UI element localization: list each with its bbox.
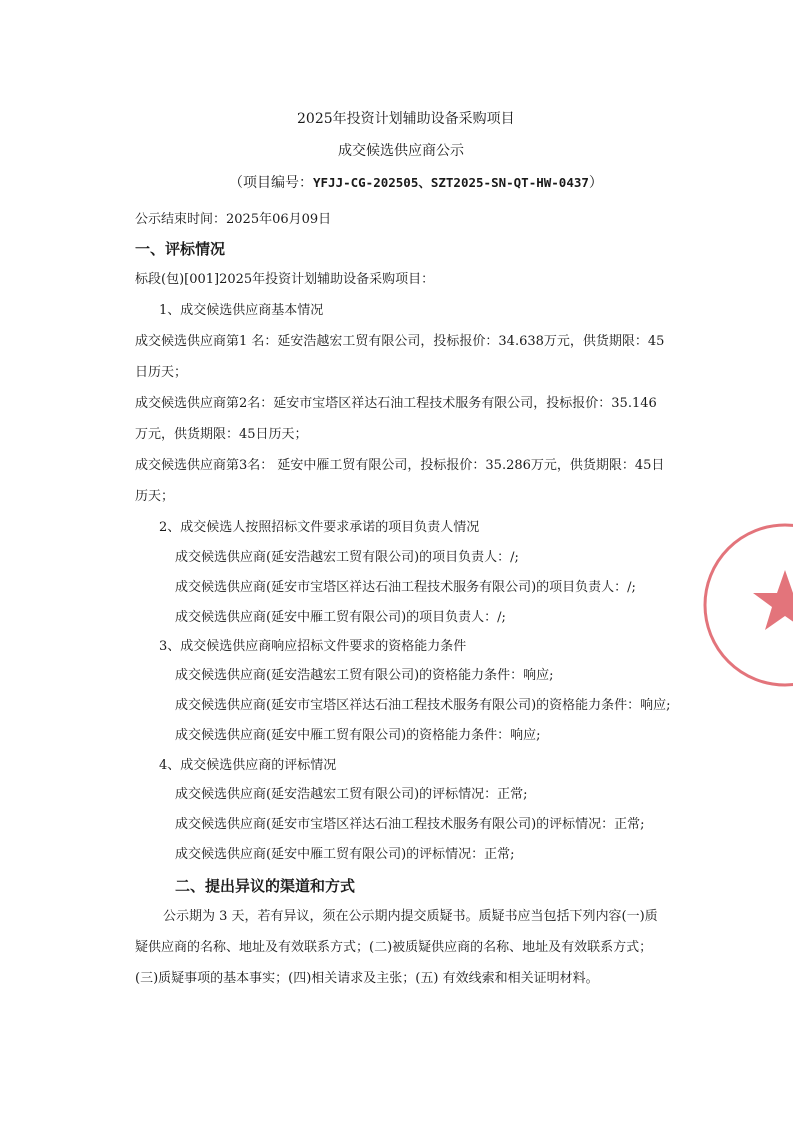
section-heading-evaluation: 一、评标情况 xyxy=(135,240,226,258)
company-seal-stamp xyxy=(700,520,793,690)
project-leader-item: 成交候选供应商(延安中雁工贸有限公司)的项目负责人：/; xyxy=(175,610,506,625)
evaluation-status-item: 成交候选供应商(延安中雁工贸有限公司)的评标情况：正常; xyxy=(175,847,515,862)
candidate-1-line: 成交候选供应商第1 名：延安浩越宏工贸有限公司，投标报价：34.638万元，供货期限：45 xyxy=(135,334,665,349)
candidate-1-line-cont: 日历天； xyxy=(135,365,188,380)
objection-paragraph-line: 公示期为 3 天，若有异议，须在公示期内提交质疑书。质疑书应当包括下列内容(一)质 xyxy=(163,909,658,924)
evaluation-status-item: 成交候选供应商(延安浩越宏工贸有限公司)的评标情况：正常; xyxy=(175,787,528,802)
objection-paragraph-line: 疑供应商的名称、地址及有效联系方式；(二)被质疑供应商的名称、地址及有效联系方式； xyxy=(135,940,653,955)
announcement-end-time: 公示结束时间：2025年06月09日 xyxy=(135,212,332,227)
subsection-heading-project-leader: 2、成交候选人按照招标文件要求承诺的项目负责人情况 xyxy=(159,520,480,535)
subsection-heading-basic-info: 1、成交候选供应商基本情况 xyxy=(159,303,324,318)
qualification-item: 成交候选供应商(延安中雁工贸有限公司)的资格能力条件：响应; xyxy=(175,728,541,743)
project-leader-item: 成交候选供应商(延安市宝塔区祥达石油工程技术服务有限公司)的项目负责人：/; xyxy=(175,580,636,595)
qualification-item: 成交候选供应商(延安市宝塔区祥达石油工程技术服务有限公司)的资格能力条件：响应; xyxy=(175,698,671,713)
candidate-2-line: 成交候选供应商第2名：延安市宝塔区祥达石油工程技术服务有限公司，投标报价：35.146 xyxy=(135,396,657,411)
project-leader-item: 成交候选供应商(延安浩越宏工贸有限公司)的项目负责人：/; xyxy=(175,550,519,565)
subsection-heading-qualification: 3、成交候选供应商响应招标文件要求的资格能力条件 xyxy=(159,639,467,654)
objection-paragraph-line: (三)质疑事项的基本事实；(四)相关请求及主张；(五) 有效线索和相关证明材料。 xyxy=(135,971,599,986)
evaluation-status-item: 成交候选供应商(延安市宝塔区祥达石油工程技术服务有限公司)的评标情况：正常; xyxy=(175,817,645,832)
document-title: 2025年投资计划辅助设备采购项目 xyxy=(297,111,515,127)
section-heading-objection: 二、提出异议的渠道和方式 xyxy=(175,877,356,895)
candidate-2-line-cont: 万元，供货期限：45日历天； xyxy=(135,427,308,442)
project-number-suffix: ） xyxy=(588,175,603,191)
candidate-3-line-cont: 历天； xyxy=(135,489,175,504)
subsection-heading-evaluation-status: 4、成交候选供应商的评标情况 xyxy=(159,758,337,773)
project-number-line xyxy=(229,174,603,192)
lot-line: 标段(包)[001]2025年投资计划辅助设备采购项目： xyxy=(135,272,435,287)
qualification-item: 成交候选供应商(延安浩越宏工贸有限公司)的资格能力条件：响应; xyxy=(175,668,554,683)
candidate-3-line: 成交候选供应商第3名： 延安中雁工贸有限公司，投标报价：35.286万元，供货期限：45日 xyxy=(135,458,665,473)
document-subtitle: 成交候选供应商公示 xyxy=(338,143,464,159)
project-number: YFJJ-CG-202505、SZT2025-SN-QT-HW-0437 xyxy=(313,175,589,190)
project-number-prefix: （项目编号： xyxy=(229,175,313,191)
